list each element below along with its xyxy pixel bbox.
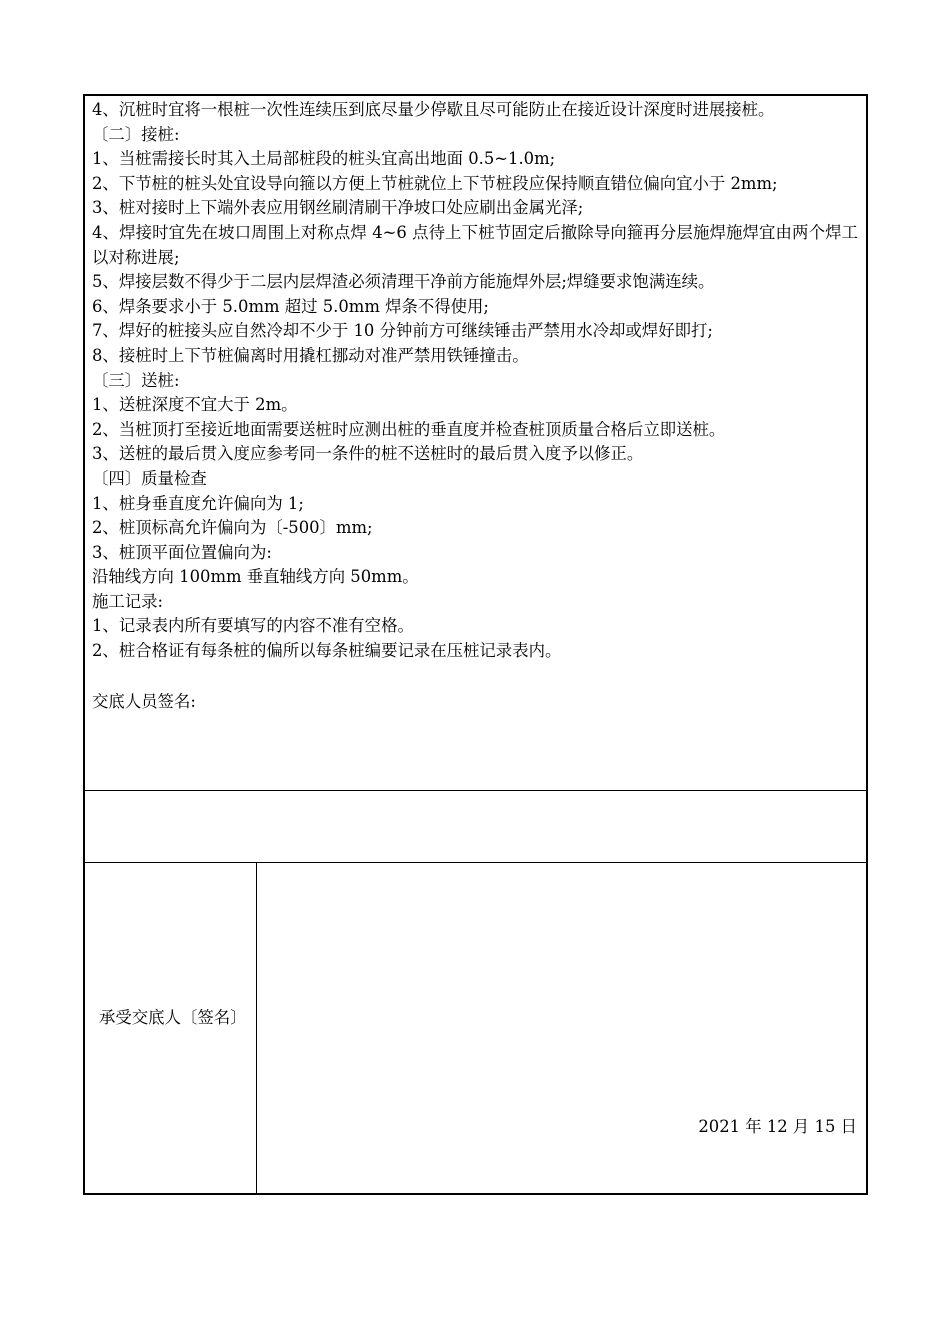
section-heading-construction-record: 施工记录:	[92, 591, 164, 611]
section-heading-pile-driving: 〔三〕送桩:	[92, 370, 180, 390]
signature-field[interactable]	[85, 791, 866, 863]
paragraph-driving-3: 3、送桩的最后贯入度应参考同一条件的桩不送桩时的最后贯入度予以修正。	[92, 444, 644, 464]
disclosure-form	[83, 94, 868, 1195]
paragraph-joint-2: 2、下节桩的桩头处宜设导向箍以方便上节桩就位上下节桩段应保持顺直错位偏向宜小于 2mm;	[92, 173, 778, 193]
paragraph-joint-4: 4、焊接时宜先在坡口周围上对称点焊 4~6 点待上下桩节固定后撤除导向箍再分层施焊施焊宜由两个焊工以对称进展;	[92, 222, 858, 267]
paragraph-joint-8: 8、接桩时上下节桩偏离时用撬杠挪动对准严禁用铁锤撞击。	[92, 345, 529, 365]
paragraph-joint-1: 1、当桩需接长时其入土局部桩段的桩头宜高出地面 0.5~1.0m;	[92, 149, 556, 169]
paragraph-quality-3: 3、桩顶平面位置偏向为:	[92, 542, 272, 562]
paragraph-driving-2: 2、当桩顶打至接近地面需要送桩时应测出桩的垂直度并检查桩顶质量合格后立即送桩。	[92, 419, 726, 439]
paragraph-joint-3: 3、桩对接时上下端外表应用钢丝刷清刷干净坡口处应刷出金属光泽;	[92, 198, 584, 218]
paragraph-joint-5: 5、焊接层数不得少于二层内层焊渣必须清理干净前方能施焊外层;焊缝要求饱满连续。	[92, 272, 715, 292]
receiver-label: 承受交底人〔签名〕	[99, 1008, 247, 1027]
paragraph-driving-1: 1、送桩深度不宜大于 2m。	[92, 395, 298, 415]
paragraph-record-1: 1、记录表内所有要填写的内容不准有空格。	[92, 616, 414, 636]
signer-label: 交底人员签名:	[92, 691, 196, 711]
paragraph-joint-6: 6、焊条要求小于 5.0mm 超过 5.0mm 焊条不得使用;	[92, 296, 489, 316]
paragraph-quality-1: 1、桩身垂直度允许偏向为 1;	[92, 493, 304, 513]
section-heading-pile-joint: 〔二〕接桩:	[92, 124, 180, 144]
signature-date: 2021 年 12 月 15 日	[698, 1117, 857, 1136]
paragraph-quality-2: 2、桩顶标高允许偏向为〔-500〕mm;	[92, 518, 373, 538]
technical-disclosure-content	[85, 96, 866, 791]
receiver-label-cell	[85, 863, 257, 1193]
paragraph-joint-7: 7、焊好的桩接头应自然冷却不少于 10 分钟前方可继续锤击严禁用水冷却或焊好即打;	[92, 321, 713, 341]
section-heading-quality-check: 〔四〕质量检查	[92, 468, 207, 488]
receiver-signature-row	[85, 863, 866, 1193]
paragraph-quality-tolerance: 沿轴线方向 100mm 垂直轴线方向 50mm。	[92, 567, 419, 587]
paragraph-sinking-pile: 4、沉桩时宜将一根桩一次性连续压到底尽量少停歇且尽可能防止在接近设计深度时进展接桩。	[92, 100, 775, 119]
paragraph-record-2: 2、桩合格证有每条桩的偏所以每条桩编要记录在压桩记录表内。	[92, 641, 562, 661]
blank-line	[92, 664, 858, 690]
receiver-signature-field[interactable]	[257, 863, 866, 1193]
